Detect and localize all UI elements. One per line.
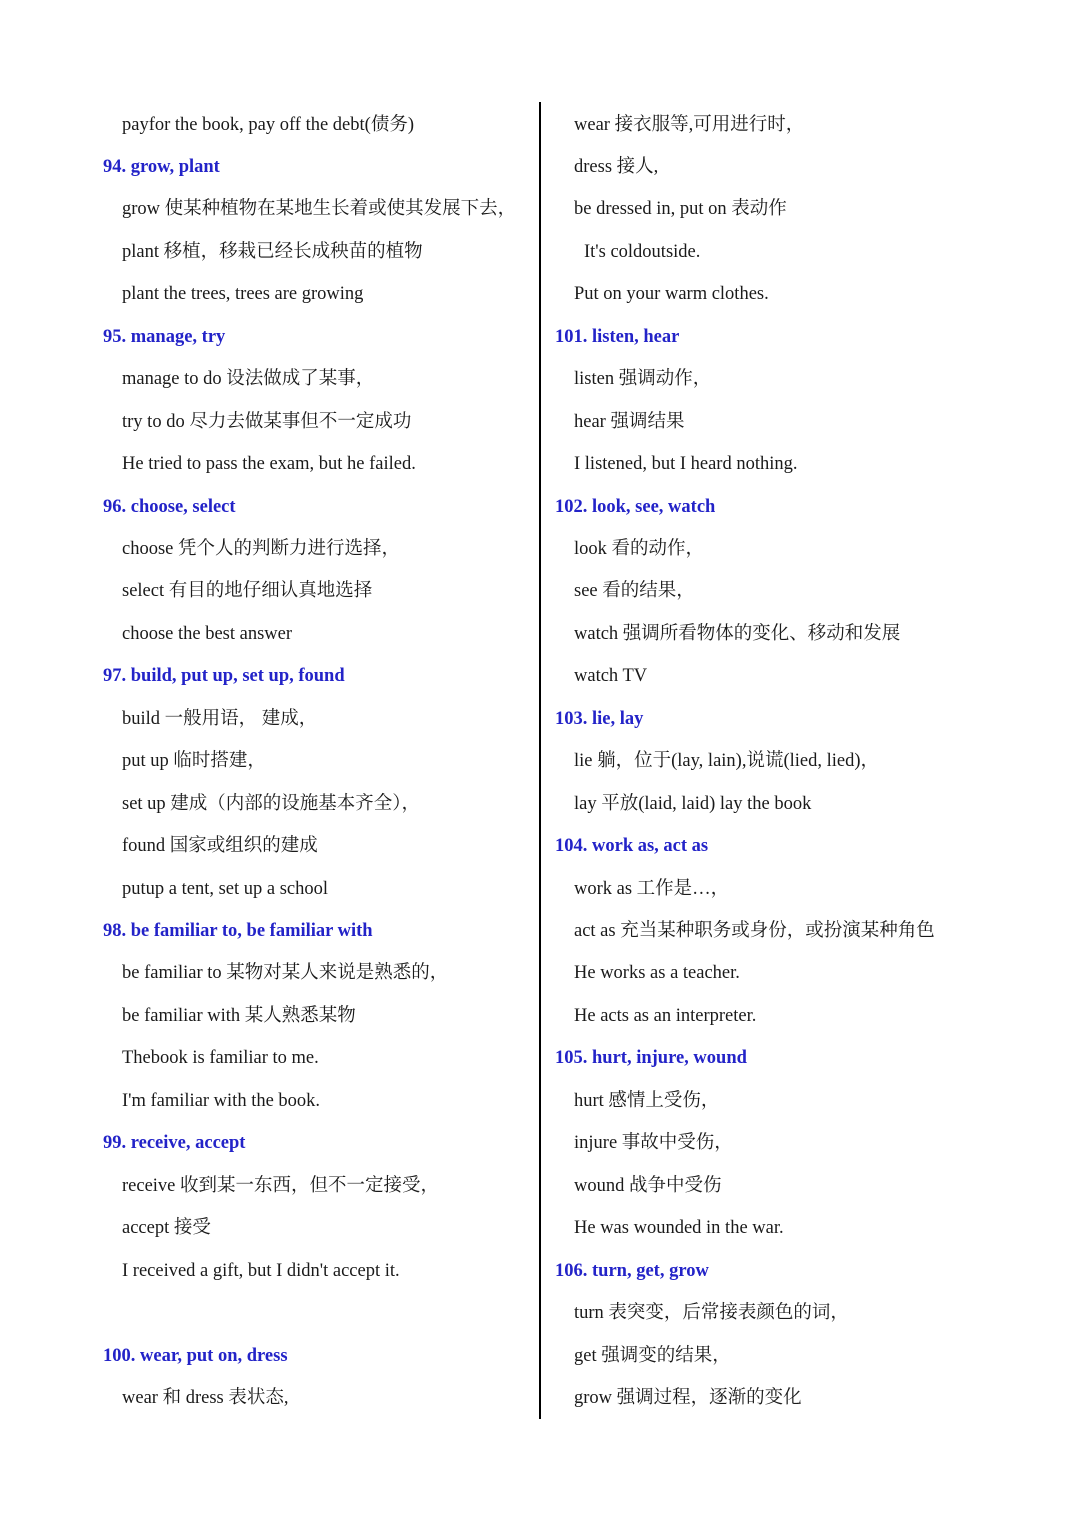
body-line: receive 收到某一东西，但不一定接受， <box>122 1176 440 1196</box>
body-line: get 强调变的结果， <box>574 1346 731 1366</box>
body-line: watch 强调所看物体的变化、移动和发展 <box>574 624 901 644</box>
section-heading-100: 100. wear, put on, dress <box>103 1346 288 1366</box>
body-line: be dressed in, put on 表动作 <box>574 199 787 219</box>
example-line: choose the best answer <box>122 624 293 644</box>
body-line: build 一般用语， 建成， <box>122 709 318 729</box>
body-line: try to do 尽力去做某事但不一定成功 <box>122 412 412 432</box>
body-line: put up 临时搭建， <box>122 751 266 771</box>
body-line: select 有目的地仔细认真地选择 <box>122 581 373 601</box>
example-line: plant the trees, trees are growing <box>122 284 364 304</box>
body-line: dress 接人, <box>574 157 659 177</box>
body-line: hear 强调结果 <box>574 412 685 432</box>
body-line: hurt 感情上受伤， <box>574 1091 720 1111</box>
body-line: listen 强调动作， <box>574 369 712 389</box>
body-line: wound 战争中受伤 <box>574 1176 722 1196</box>
body-line: wear 和 dress 表状态, <box>122 1388 289 1408</box>
body-line: plant 移植，移栽已经长成秧苗的植物 <box>122 242 423 262</box>
section-heading-105: 105. hurt, injure, wound <box>555 1048 747 1068</box>
example-line: watch TV <box>574 666 648 686</box>
body-line: be familiar with 某人熟悉某物 <box>122 1006 356 1026</box>
section-heading-97: 97. build, put up, set up, found <box>103 666 345 686</box>
body-line: look 看的动作， <box>574 539 705 559</box>
body-line: accept 接受 <box>122 1218 211 1238</box>
body-line: act as 充当某种职务或身份，或扮演某种角色 <box>574 921 935 941</box>
example-line: I received a gift, but I didn't accept it. <box>122 1261 400 1281</box>
section-heading-96: 96. choose, select <box>103 497 236 517</box>
example-line: He works as a teacher. <box>574 963 740 983</box>
example-line: putup a tent, set up a school <box>122 879 329 899</box>
example-line: He tried to pass the exam, but he failed. <box>122 454 416 474</box>
example-line: Thebook is familiar to me. <box>122 1048 319 1068</box>
body-line: lay 平放(laid, laid) lay the book <box>574 794 812 814</box>
example-line: I'm familiar with the book. <box>122 1091 321 1111</box>
section-heading-99: 99. receive, accept <box>103 1133 246 1153</box>
body-line: turn 表突变，后常接表颜色的词， <box>574 1303 849 1323</box>
example-line: Put on your warm clothes. <box>574 284 769 304</box>
section-heading-95: 95. manage, try <box>103 327 226 347</box>
body-line: be familiar to 某物对某人来说是熟悉的， <box>122 963 449 983</box>
section-heading-106: 106. turn, get, grow <box>555 1261 709 1281</box>
example-line: He acts as an interpreter. <box>574 1006 757 1026</box>
section-heading-104: 104. work as, act as <box>555 836 709 856</box>
example-line: I listened, but I heard nothing. <box>574 454 798 474</box>
body-line: grow 强调过程，逐渐的变化 <box>574 1388 802 1408</box>
example-line: It's coldoutside. <box>584 242 701 262</box>
body-line: manage to do 设法做成了某事， <box>122 369 375 389</box>
body-line: work as 工作是…， <box>574 879 730 899</box>
body-line: see 看的结果， <box>574 581 695 601</box>
body-line: set up 建成（内部的设施基本齐全）， <box>122 794 421 814</box>
section-heading-94: 94. grow, plant <box>103 157 220 177</box>
body-line: injure 事故中受伤， <box>574 1133 733 1153</box>
section-heading-102: 102. look, see, watch <box>555 497 716 517</box>
column-divider <box>539 102 541 1419</box>
example-line: He was wounded in the war. <box>574 1218 784 1238</box>
section-heading-98: 98. be familiar to, be familiar with <box>103 921 373 941</box>
body-line: grow 使某种植物在某地生长着或使其发展下去， <box>122 199 517 219</box>
body-line: found 国家或组织的建成 <box>122 836 318 856</box>
body-line: lie 躺，位于(lay, lain),说谎(lied, lied)， <box>574 751 880 771</box>
section-heading-101: 101. listen, hear <box>555 327 680 347</box>
body-line: wear 接衣服等,可用进行时， <box>574 115 805 135</box>
section-heading-103: 103. lie, lay <box>555 709 644 729</box>
body-line: payfor the book, pay off the debt(债务) <box>122 115 414 135</box>
body-line: choose 凭个人的判断力进行选择， <box>122 539 400 559</box>
